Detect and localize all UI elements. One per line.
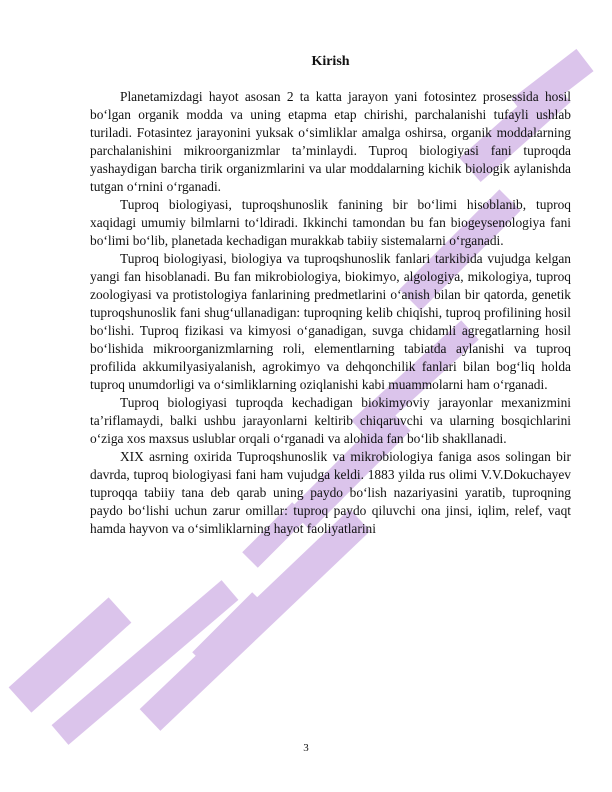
paragraph-intro: Planetamizdagi hayot asosan 2 ta katta jarayon yani fotosintez prosessida hosil boʻlgan organik modda va uning etapma etap chirishi, parchalanishi tufayli ushlab turiladi. Fotasintez jarayonini yuksak oʻsimliklar amalga oshirsa, organik moddalarning parchalanishini mikroorganizmlar taʼminlaydi. Tuproq biologiyasi fani tuproqda yashaydigan barcha tirik organizmlarini va ular moddalarning kichik biologik aylanishda tutgan oʻrnini oʻrganadi. xyxy=(90,89,571,194)
document-page xyxy=(90,52,571,538)
document-title: Kirish xyxy=(311,54,350,69)
paragraph-biochemical-processes: Tuproq biologiyasi tuproqda kechadigan biokimyoviy jarayonlar mexanizmini taʼriflamaydi, balki ushbu jarayonlarni keltirib chiqaruvchi va ularning bosqichlarini oʻziga xos maxsus uslublar orqali oʻrganadi va alohida fan boʻlib shakllanadi. xyxy=(90,395,571,446)
page-number: 3 xyxy=(303,742,309,754)
paragraph-soil-science: Tuproq biologiyasi, tuproqshunoslik fanining bir boʻlimi hisoblanib, tuproq xaqidagi umumiy bilmlarni toʻldiradi. Ikkinchi tamondan bu fan biogeysenologiya fani boʻlimi boʻlib, planetada kechadigan murakkab tabiiy sistemalarni oʻrganadi. xyxy=(90,197,571,248)
paragraph-history: XIX asrning oxirida Tuproqshunoslik va mikrobiologiya faniga asos solingan bir davrda, tuproq biologiyasi fani ham vujudga keldi. 1883 yilda rus olimi V.V.Dokuchayev tuproqqa tabiiy tana deb qarab uning paydo boʻlish nazariyasini yaratib, tuproqning paydo boʻlishi uchun zarur omillar: tuproq paydo qiluvchi ona jinsi, iqlim, relef, vaqt hamda hayvon va oʻsimliklarning hayot faoliyatlarini xyxy=(90,449,571,536)
paragraph-new-science: Tuproq biologiyasi, biologiya va tuproqshunoslik fanlari tarkibida vujudga kelgan yangi fan hisoblanadi. Bu fan mikrobiologiya, biokimyo, algologiya, mikologiya, tuproq zoologiyasi va protistologiya fanlarining predmetlarini oʻanish bilan bir qatorda, genetik tuproqshunoslik fani shugʻullanadigan: tuproqning kelib chiqishi, tuproq profilining hosil boʻlishi. Tuproq fizikasi va kimyosi oʻganadigan, suvga chidamli agregatlarning hosil boʻlishida mikroorganizmlarning roli, elementlarning tabiatda aylanishi va tuproq profilida akkumilyasiyalanish, agrokimyo va dehqonchilik fanlari bilan bogʻliq holda tuproq unumdorligi va oʻsimliklarning oziqlanishi kabi muammolarni ham oʻrganadi. xyxy=(90,251,571,392)
